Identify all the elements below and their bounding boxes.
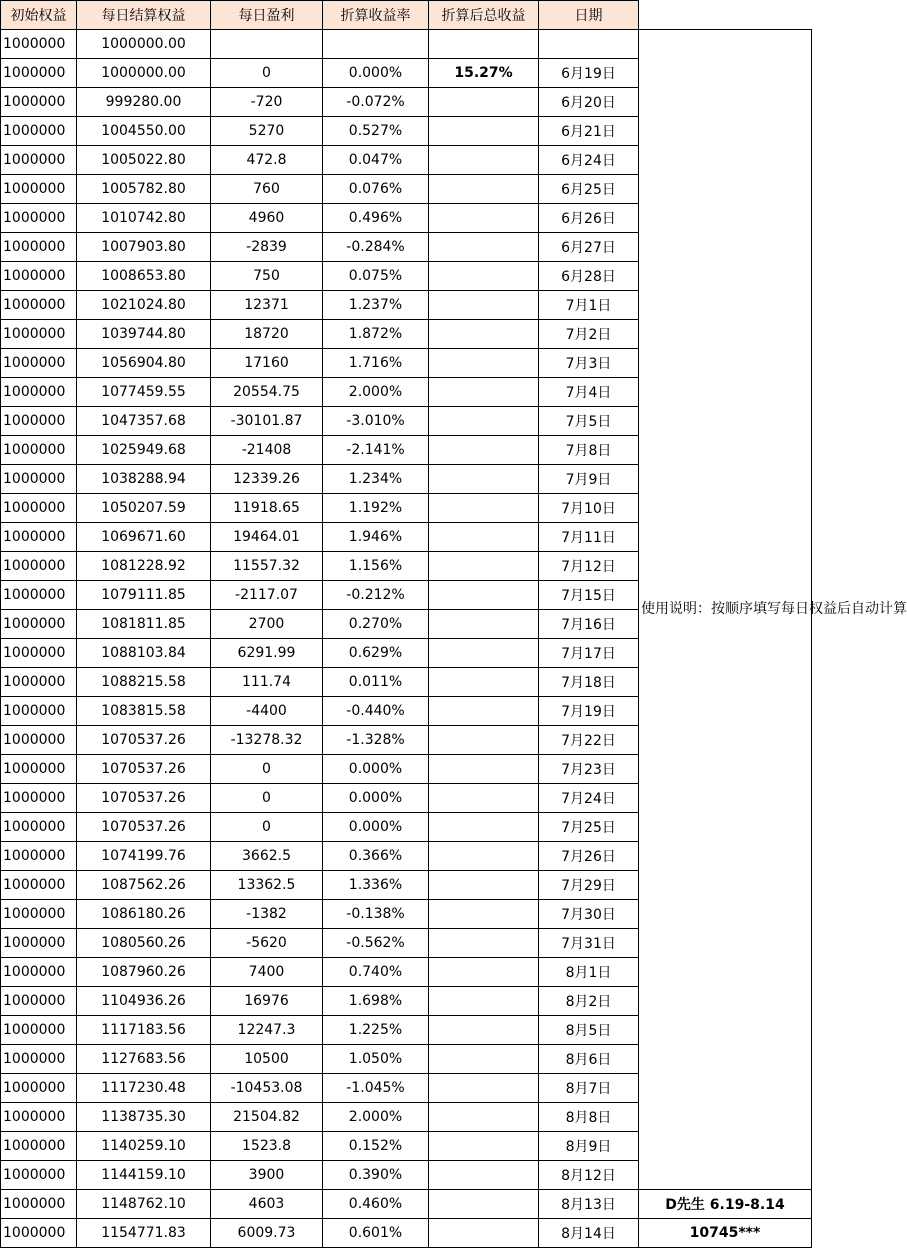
date-cell[interactable]: 7月15日	[539, 581, 639, 610]
initial-equity-cell[interactable]: 1000000	[1, 407, 77, 436]
total-return-cell[interactable]	[429, 1219, 539, 1248]
daily-equity-cell[interactable]: 1004550.00	[77, 117, 211, 146]
daily-profit-cell[interactable]: 11918.65	[211, 494, 323, 523]
daily-equity-cell[interactable]: 1081228.92	[77, 552, 211, 581]
total-return-cell[interactable]	[429, 523, 539, 552]
daily-equity-cell[interactable]: 999280.00	[77, 88, 211, 117]
initial-equity-cell[interactable]: 1000000	[1, 987, 77, 1016]
daily-equity-cell[interactable]: 1154771.83	[77, 1219, 211, 1248]
daily-profit-cell[interactable]: 11557.32	[211, 552, 323, 581]
date-cell[interactable]: 6月26日	[539, 204, 639, 233]
initial-equity-cell[interactable]: 1000000	[1, 668, 77, 697]
daily-equity-cell[interactable]: 1000000.00	[77, 30, 211, 59]
daily-equity-cell[interactable]: 1047357.68	[77, 407, 211, 436]
date-cell[interactable]: 8月1日	[539, 958, 639, 987]
header-daily-profit[interactable]: 每日盈利	[211, 1, 323, 30]
daily-profit-cell[interactable]: 7400	[211, 958, 323, 987]
header-date[interactable]: 日期	[539, 1, 639, 30]
daily-profit-cell[interactable]: -13278.32	[211, 726, 323, 755]
date-cell[interactable]: 7月26日	[539, 842, 639, 871]
total-return-cell[interactable]	[429, 291, 539, 320]
total-return-cell[interactable]	[429, 233, 539, 262]
daily-profit-cell[interactable]: 6009.73	[211, 1219, 323, 1248]
return-rate-cell[interactable]: 1.716%	[323, 349, 429, 378]
daily-equity-cell[interactable]: 1148762.10	[77, 1190, 211, 1219]
daily-equity-cell[interactable]: 1077459.55	[77, 378, 211, 407]
total-return-cell[interactable]	[429, 1190, 539, 1219]
daily-profit-cell[interactable]: 750	[211, 262, 323, 291]
initial-equity-cell[interactable]: 1000000	[1, 262, 77, 291]
daily-equity-cell[interactable]: 1050207.59	[77, 494, 211, 523]
daily-profit-cell[interactable]: 12247.3	[211, 1016, 323, 1045]
return-rate-cell[interactable]: -0.138%	[323, 900, 429, 929]
initial-equity-cell[interactable]: 1000000	[1, 523, 77, 552]
date-cell[interactable]: 6月21日	[539, 117, 639, 146]
return-rate-cell[interactable]: 2.000%	[323, 378, 429, 407]
total-return-value[interactable]: 15.27%	[429, 59, 539, 88]
return-rate-cell[interactable]: 0.000%	[323, 813, 429, 842]
date-cell[interactable]: 6月27日	[539, 233, 639, 262]
daily-profit-cell[interactable]: -30101.87	[211, 407, 323, 436]
initial-equity-cell[interactable]: 1000000	[1, 320, 77, 349]
table-row	[1, 30, 812, 59]
daily-profit-cell[interactable]: 12371	[211, 291, 323, 320]
daily-profit-cell[interactable]: 1523.8	[211, 1132, 323, 1161]
date-cell[interactable]: 7月29日	[539, 871, 639, 900]
initial-equity-cell[interactable]: 1000000	[1, 900, 77, 929]
initial-equity-cell[interactable]: 1000000	[1, 88, 77, 117]
return-rate-cell[interactable]: 0.075%	[323, 262, 429, 291]
daily-equity-cell[interactable]: 1007903.80	[77, 233, 211, 262]
daily-equity-cell[interactable]: 1074199.76	[77, 842, 211, 871]
initial-equity-cell[interactable]: 1000000	[1, 842, 77, 871]
total-return-cell[interactable]	[429, 378, 539, 407]
daily-equity-cell[interactable]: 1087562.26	[77, 871, 211, 900]
total-return-cell[interactable]	[429, 1074, 539, 1103]
daily-profit-cell[interactable]: 2700	[211, 610, 323, 639]
daily-profit-cell[interactable]: -2117.07	[211, 581, 323, 610]
date-cell[interactable]: 7月23日	[539, 755, 639, 784]
initial-equity-cell[interactable]: 1000000	[1, 639, 77, 668]
initial-equity-cell[interactable]: 1000000	[1, 726, 77, 755]
daily-equity-cell[interactable]: 1056904.80	[77, 349, 211, 378]
return-rate-cell[interactable]: 0.076%	[323, 175, 429, 204]
daily-profit-cell[interactable]: 6291.99	[211, 639, 323, 668]
daily-profit-cell[interactable]: 0	[211, 755, 323, 784]
initial-equity-cell[interactable]: 1000000	[1, 146, 77, 175]
date-cell[interactable]: 8月8日	[539, 1103, 639, 1132]
return-rate-cell[interactable]: -3.010%	[323, 407, 429, 436]
daily-equity-cell[interactable]: 1010742.80	[77, 204, 211, 233]
date-cell[interactable]: 7月18日	[539, 668, 639, 697]
date-cell[interactable]: 7月22日	[539, 726, 639, 755]
return-rate-cell[interactable]: -0.284%	[323, 233, 429, 262]
daily-profit-cell[interactable]: 12339.26	[211, 465, 323, 494]
initial-equity-cell[interactable]: 1000000	[1, 1045, 77, 1074]
header-total-return[interactable]: 折算后总收益	[429, 1, 539, 30]
return-rate-cell[interactable]: 0.460%	[323, 1190, 429, 1219]
daily-equity-cell[interactable]: 1070537.26	[77, 784, 211, 813]
initial-equity-cell[interactable]: 1000000	[1, 581, 77, 610]
total-return-cell[interactable]	[429, 581, 539, 610]
daily-profit-cell[interactable]: -4400	[211, 697, 323, 726]
daily-profit-cell[interactable]: -5620	[211, 929, 323, 958]
total-return-cell[interactable]	[429, 1016, 539, 1045]
return-rate-cell[interactable]: 0.270%	[323, 610, 429, 639]
header-return-rate[interactable]: 折算收益率	[323, 1, 429, 30]
daily-equity-cell[interactable]: 1086180.26	[77, 900, 211, 929]
date-cell[interactable]: 7月31日	[539, 929, 639, 958]
daily-equity-cell[interactable]: 1087960.26	[77, 958, 211, 987]
date-cell[interactable]: 7月17日	[539, 639, 639, 668]
date-cell[interactable]: 8月14日	[539, 1219, 639, 1248]
date-cell[interactable]: 7月12日	[539, 552, 639, 581]
total-return-cell[interactable]	[429, 726, 539, 755]
total-return-cell[interactable]	[429, 842, 539, 871]
daily-equity-cell[interactable]: 1005022.80	[77, 146, 211, 175]
initial-equity-cell[interactable]: 1000000	[1, 1016, 77, 1045]
date-cell[interactable]: 7月1日	[539, 291, 639, 320]
date-cell[interactable]: 6月19日	[539, 59, 639, 88]
daily-profit-cell[interactable]: -21408	[211, 436, 323, 465]
date-cell[interactable]: 7月4日	[539, 378, 639, 407]
initial-equity-cell[interactable]: 1000000	[1, 465, 77, 494]
total-return-cell[interactable]	[429, 755, 539, 784]
daily-profit-cell[interactable]: 18720	[211, 320, 323, 349]
initial-equity-cell[interactable]: 1000000	[1, 117, 77, 146]
date-cell[interactable]: 6月28日	[539, 262, 639, 291]
date-cell[interactable]: 7月30日	[539, 900, 639, 929]
daily-profit-cell[interactable]: 5270	[211, 117, 323, 146]
return-rate-cell[interactable]: 1.192%	[323, 494, 429, 523]
daily-equity-cell[interactable]: 1070537.26	[77, 755, 211, 784]
total-return-cell[interactable]	[429, 204, 539, 233]
daily-profit-cell[interactable]: 472.8	[211, 146, 323, 175]
date-cell[interactable]: 7月3日	[539, 349, 639, 378]
daily-profit-cell[interactable]: 111.74	[211, 668, 323, 697]
daily-profit-cell[interactable]: 0	[211, 813, 323, 842]
return-rate-cell[interactable]: 0.047%	[323, 146, 429, 175]
daily-profit-cell[interactable]: 3900	[211, 1161, 323, 1190]
daily-profit-cell[interactable]: 0	[211, 784, 323, 813]
daily-profit-cell[interactable]: -720	[211, 88, 323, 117]
return-rate-cell[interactable]: 0.629%	[323, 639, 429, 668]
date-cell[interactable]: 7月10日	[539, 494, 639, 523]
daily-equity-cell[interactable]: 1138735.30	[77, 1103, 211, 1132]
total-return-cell[interactable]	[429, 900, 539, 929]
table-row	[1, 1219, 812, 1248]
signature-line-1[interactable]: D先生 6.19-8.14	[639, 1190, 812, 1219]
total-return-cell[interactable]	[429, 436, 539, 465]
total-return-cell[interactable]	[429, 1045, 539, 1074]
date-cell[interactable]: 8月7日	[539, 1074, 639, 1103]
date-cell[interactable]: 7月11日	[539, 523, 639, 552]
initial-equity-cell[interactable]: 1000000	[1, 30, 77, 59]
initial-equity-cell[interactable]: 1000000	[1, 1161, 77, 1190]
date-cell[interactable]: 6月20日	[539, 88, 639, 117]
daily-equity-cell[interactable]: 1069671.60	[77, 523, 211, 552]
date-cell[interactable]: 8月9日	[539, 1132, 639, 1161]
total-return-cell[interactable]	[429, 465, 539, 494]
daily-profit-cell[interactable]: 760	[211, 175, 323, 204]
daily-equity-cell[interactable]: 1070537.26	[77, 726, 211, 755]
total-return-cell[interactable]	[429, 494, 539, 523]
total-return-cell[interactable]	[429, 262, 539, 291]
daily-profit-cell[interactable]: -10453.08	[211, 1074, 323, 1103]
initial-equity-cell[interactable]: 1000000	[1, 378, 77, 407]
initial-equity-cell[interactable]: 1000000	[1, 436, 77, 465]
initial-equity-cell[interactable]: 1000000	[1, 755, 77, 784]
return-rate-cell[interactable]: 1.234%	[323, 465, 429, 494]
initial-equity-cell[interactable]: 1000000	[1, 610, 77, 639]
initial-equity-cell[interactable]: 1000000	[1, 784, 77, 813]
total-return-cell[interactable]	[429, 871, 539, 900]
return-rate-cell[interactable]: 1.050%	[323, 1045, 429, 1074]
initial-equity-cell[interactable]: 1000000	[1, 291, 77, 320]
daily-profit-cell[interactable]: 3662.5	[211, 842, 323, 871]
date-cell[interactable]	[539, 30, 639, 59]
daily-equity-cell[interactable]: 1038288.94	[77, 465, 211, 494]
initial-equity-cell[interactable]: 1000000	[1, 1103, 77, 1132]
date-cell[interactable]: 7月16日	[539, 610, 639, 639]
return-rate-cell[interactable]: 0.152%	[323, 1132, 429, 1161]
daily-equity-cell[interactable]: 1000000.00	[77, 59, 211, 88]
return-rate-cell[interactable]: 0.000%	[323, 755, 429, 784]
daily-profit-cell[interactable]: 10500	[211, 1045, 323, 1074]
daily-profit-cell[interactable]: -2839	[211, 233, 323, 262]
initial-equity-cell[interactable]: 1000000	[1, 349, 77, 378]
daily-equity-cell[interactable]: 1025949.68	[77, 436, 211, 465]
total-return-cell[interactable]	[429, 117, 539, 146]
initial-equity-cell[interactable]: 1000000	[1, 1074, 77, 1103]
header-row	[1, 1, 812, 30]
total-return-cell[interactable]	[429, 668, 539, 697]
total-return-cell[interactable]	[429, 610, 539, 639]
return-rate-cell[interactable]: 0.496%	[323, 204, 429, 233]
daily-profit-cell[interactable]: 0	[211, 59, 323, 88]
daily-profit-cell[interactable]: 19464.01	[211, 523, 323, 552]
signature-line-2[interactable]: 10745***	[639, 1219, 812, 1248]
return-rate-cell[interactable]: 0.366%	[323, 842, 429, 871]
date-cell[interactable]: 8月5日	[539, 1016, 639, 1045]
daily-equity-cell[interactable]: 1140259.10	[77, 1132, 211, 1161]
total-return-cell[interactable]	[429, 88, 539, 117]
return-rate-cell[interactable]: 0.601%	[323, 1219, 429, 1248]
daily-equity-cell[interactable]: 1083815.58	[77, 697, 211, 726]
total-return-cell[interactable]	[429, 407, 539, 436]
total-return-cell[interactable]	[429, 1132, 539, 1161]
daily-equity-cell[interactable]: 1144159.10	[77, 1161, 211, 1190]
initial-equity-cell[interactable]: 1000000	[1, 59, 77, 88]
date-cell[interactable]: 6月25日	[539, 175, 639, 204]
date-cell[interactable]: 8月6日	[539, 1045, 639, 1074]
return-rate-cell[interactable]: -0.212%	[323, 581, 429, 610]
return-rate-cell[interactable]: -0.440%	[323, 697, 429, 726]
total-return-cell[interactable]	[429, 146, 539, 175]
initial-equity-cell[interactable]: 1000000	[1, 1132, 77, 1161]
total-return-cell[interactable]	[429, 987, 539, 1016]
total-return-cell[interactable]	[429, 929, 539, 958]
header-initial-equity[interactable]: 初始权益	[1, 1, 77, 30]
total-return-cell[interactable]	[429, 958, 539, 987]
return-rate-cell[interactable]: -0.072%	[323, 88, 429, 117]
daily-profit-cell[interactable]: 16976	[211, 987, 323, 1016]
daily-equity-cell[interactable]: 1117230.48	[77, 1074, 211, 1103]
initial-equity-cell[interactable]: 1000000	[1, 958, 77, 987]
return-rate-cell[interactable]	[323, 30, 429, 59]
date-cell[interactable]: 7月2日	[539, 320, 639, 349]
data-rows	[1, 30, 907, 1248]
total-return-cell[interactable]	[429, 1103, 539, 1132]
blank-header-cell[interactable]	[639, 1, 812, 30]
daily-profit-cell[interactable]: 21504.82	[211, 1103, 323, 1132]
daily-equity-cell[interactable]: 1081811.85	[77, 610, 211, 639]
total-return-cell[interactable]	[429, 639, 539, 668]
return-rate-cell[interactable]: 1.698%	[323, 987, 429, 1016]
daily-profit-cell[interactable]: 4960	[211, 204, 323, 233]
daily-profit-cell[interactable]: 20554.75	[211, 378, 323, 407]
total-return-cell[interactable]	[429, 552, 539, 581]
return-rate-cell[interactable]: 0.390%	[323, 1161, 429, 1190]
daily-equity-cell[interactable]: 1104936.26	[77, 987, 211, 1016]
date-cell[interactable]: 8月2日	[539, 987, 639, 1016]
date-cell[interactable]: 8月12日	[539, 1161, 639, 1190]
table-row	[1, 1190, 812, 1219]
initial-equity-cell[interactable]: 1000000	[1, 233, 77, 262]
return-rate-cell[interactable]: 0.740%	[323, 958, 429, 987]
header-daily-equity[interactable]: 每日结算权益	[77, 1, 211, 30]
initial-equity-cell[interactable]: 1000000	[1, 175, 77, 204]
total-return-cell[interactable]	[429, 697, 539, 726]
date-cell[interactable]: 7月8日	[539, 436, 639, 465]
return-rate-cell[interactable]: 1.156%	[323, 552, 429, 581]
date-cell[interactable]: 6月24日	[539, 146, 639, 175]
daily-profit-cell[interactable]: 13362.5	[211, 871, 323, 900]
total-return-cell[interactable]	[429, 813, 539, 842]
total-return-cell[interactable]	[429, 175, 539, 204]
date-cell[interactable]: 7月24日	[539, 784, 639, 813]
return-rate-cell[interactable]: 0.527%	[323, 117, 429, 146]
total-return-cell[interactable]	[429, 784, 539, 813]
date-cell[interactable]: 7月19日	[539, 697, 639, 726]
return-rate-cell[interactable]: -2.141%	[323, 436, 429, 465]
initial-equity-cell[interactable]: 1000000	[1, 552, 77, 581]
date-cell[interactable]: 8月13日	[539, 1190, 639, 1219]
date-cell[interactable]: 7月9日	[539, 465, 639, 494]
return-rate-cell[interactable]: -1.328%	[323, 726, 429, 755]
initial-equity-cell[interactable]: 1000000	[1, 204, 77, 233]
daily-equity-cell[interactable]: 1117183.56	[77, 1016, 211, 1045]
return-rate-cell[interactable]: 0.011%	[323, 668, 429, 697]
usage-note: 使用说明：按顺序填写每日权益后自动计算	[639, 30, 812, 1190]
return-rate-cell[interactable]: 1.946%	[323, 523, 429, 552]
return-rate-cell[interactable]: -0.562%	[323, 929, 429, 958]
daily-equity-cell[interactable]: 1070537.26	[77, 813, 211, 842]
initial-equity-cell[interactable]: 1000000	[1, 929, 77, 958]
initial-equity-cell[interactable]: 1000000	[1, 871, 77, 900]
date-cell[interactable]: 7月5日	[539, 407, 639, 436]
daily-equity-cell[interactable]: 1080560.26	[77, 929, 211, 958]
daily-equity-cell[interactable]: 1088215.58	[77, 668, 211, 697]
return-rate-cell[interactable]: 0.000%	[323, 59, 429, 88]
daily-equity-cell[interactable]: 1079111.85	[77, 581, 211, 610]
initial-equity-cell[interactable]: 1000000	[1, 813, 77, 842]
return-rate-cell[interactable]: 1.237%	[323, 291, 429, 320]
total-return-cell[interactable]	[429, 1161, 539, 1190]
daily-equity-cell[interactable]: 1008653.80	[77, 262, 211, 291]
daily-equity-cell[interactable]: 1021024.80	[77, 291, 211, 320]
initial-equity-cell[interactable]: 1000000	[1, 494, 77, 523]
return-rate-cell[interactable]: 1.336%	[323, 871, 429, 900]
total-return-cell[interactable]	[429, 30, 539, 59]
return-rate-cell[interactable]: 1.225%	[323, 1016, 429, 1045]
daily-profit-cell[interactable]: 4603	[211, 1190, 323, 1219]
initial-equity-cell[interactable]: 1000000	[1, 697, 77, 726]
daily-profit-cell[interactable]: -1382	[211, 900, 323, 929]
return-rate-cell[interactable]: 1.872%	[323, 320, 429, 349]
initial-equity-cell[interactable]: 1000000	[1, 1219, 77, 1248]
initial-equity-cell[interactable]: 1000000	[1, 1190, 77, 1219]
daily-equity-cell[interactable]: 1127683.56	[77, 1045, 211, 1074]
total-return-cell[interactable]	[429, 349, 539, 378]
daily-equity-cell[interactable]: 1088103.84	[77, 639, 211, 668]
daily-equity-cell[interactable]: 1005782.80	[77, 175, 211, 204]
daily-equity-cell[interactable]: 1039744.80	[77, 320, 211, 349]
daily-profit-cell[interactable]	[211, 30, 323, 59]
return-rate-cell[interactable]: -1.045%	[323, 1074, 429, 1103]
date-cell[interactable]: 7月25日	[539, 813, 639, 842]
total-return-cell[interactable]	[429, 320, 539, 349]
return-rate-cell[interactable]: 0.000%	[323, 784, 429, 813]
return-rate-cell[interactable]: 2.000%	[323, 1103, 429, 1132]
daily-profit-cell[interactable]: 17160	[211, 349, 323, 378]
